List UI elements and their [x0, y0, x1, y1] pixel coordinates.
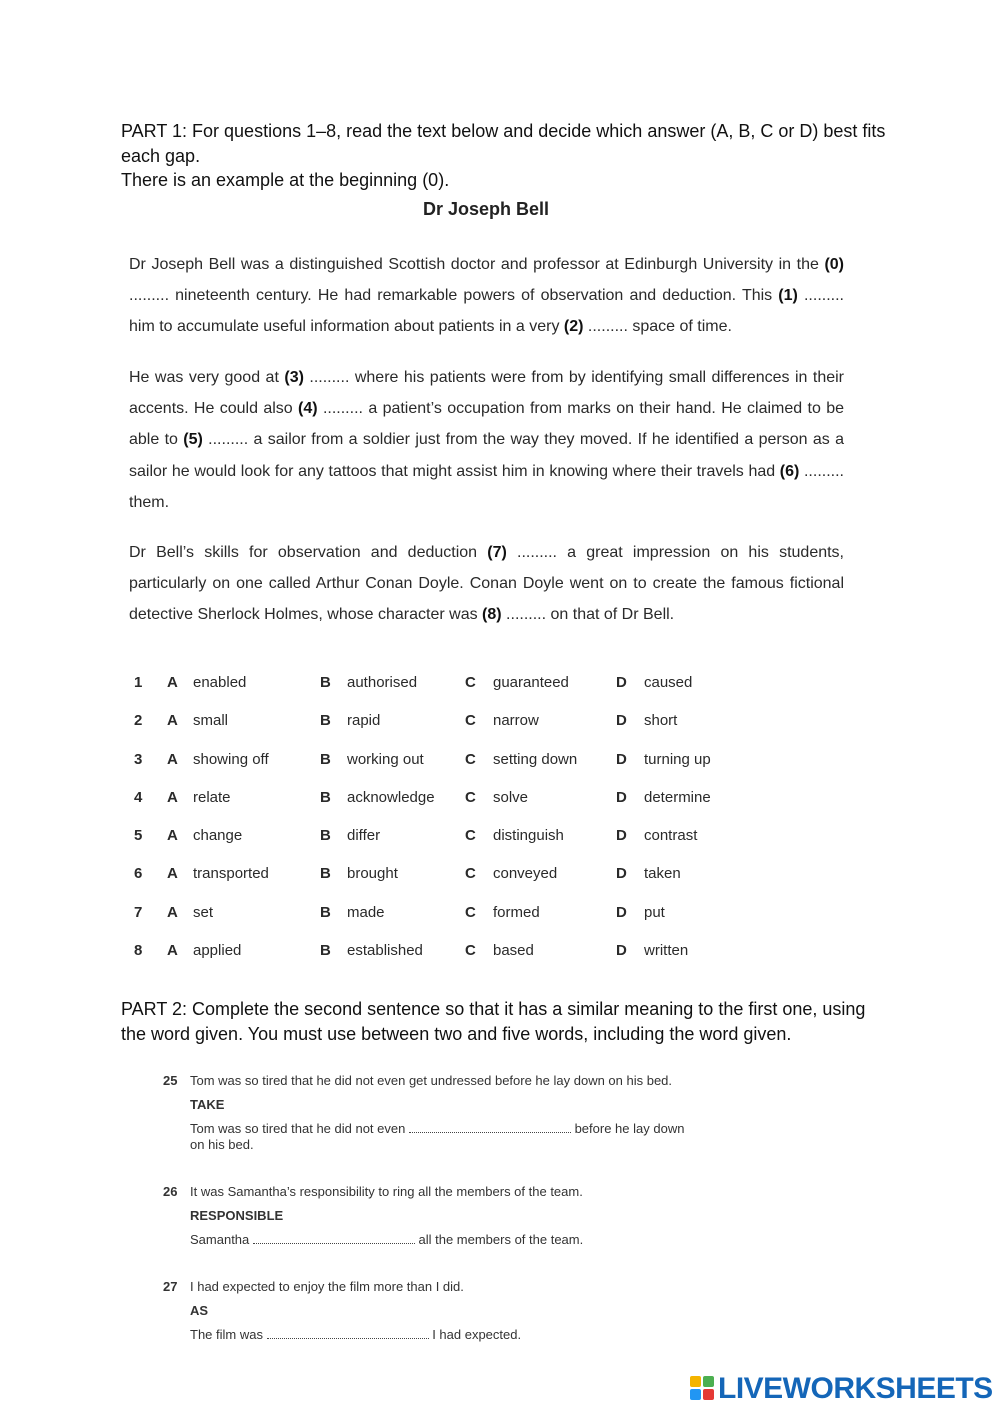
- question-number: 2: [134, 712, 143, 730]
- gap-8: (8): [482, 606, 502, 624]
- option-letter-d: D: [616, 942, 627, 960]
- question-number: 1: [134, 674, 143, 691]
- option-letter-a: A: [167, 674, 178, 691]
- option-b[interactable]: working out: [347, 750, 424, 768]
- question-sentence: Tom was so tired that he did not even get undressed before he lay down on his bed.: [190, 1073, 673, 1088]
- option-letter-a: A: [167, 903, 178, 921]
- question-number: 27: [163, 1279, 178, 1294]
- question-sentence: I had expected to enjoy the film more than I did.: [190, 1279, 464, 1294]
- option-c[interactable]: guaranteed: [493, 674, 569, 691]
- option-letter-c: C: [465, 750, 476, 768]
- question-number: 25: [163, 1073, 178, 1088]
- option-d[interactable]: taken: [644, 865, 681, 883]
- question-number: 26: [163, 1184, 178, 1199]
- option-letter-a: A: [167, 712, 178, 730]
- option-letter-c: C: [465, 903, 476, 921]
- option-c[interactable]: narrow: [493, 712, 539, 730]
- option-letter-b: B: [320, 750, 331, 768]
- option-c[interactable]: solve: [493, 788, 529, 806]
- option-d[interactable]: caused: [644, 674, 693, 691]
- option-c[interactable]: based: [493, 942, 534, 960]
- option-letter-c: C: [465, 942, 476, 960]
- option-letter-b: B: [320, 865, 331, 883]
- option-b[interactable]: authorised: [347, 674, 418, 691]
- question-number: 6: [134, 865, 143, 883]
- option-a[interactable]: small: [193, 712, 229, 730]
- option-c[interactable]: formed: [493, 903, 540, 921]
- gap-0: (0): [824, 256, 844, 273]
- part2-instructions: PART 2: Complete the second sentence so that it has a similar meaning to the first one, using the word given. You must use between two and five words, including the word given.: [121, 999, 866, 1044]
- gap-1: (1): [778, 287, 798, 305]
- option-letter-b: B: [320, 712, 331, 730]
- question-number: 4: [134, 788, 143, 806]
- option-b[interactable]: brought: [347, 865, 398, 883]
- answer-sentence: Tom was so tired that he did not even before he lay down on his bed.: [190, 1121, 685, 1152]
- option-letter-d: D: [616, 674, 627, 691]
- option-letter-d: D: [616, 750, 627, 768]
- question-number: 7: [134, 903, 143, 921]
- option-letter-a: A: [167, 788, 178, 806]
- gap-6: (6): [779, 462, 800, 480]
- gap-3: (3): [284, 369, 304, 386]
- option-letter-c: C: [465, 712, 476, 730]
- part1-instruction-line2: There is an example at the beginning (0).: [121, 170, 450, 190]
- option-d[interactable]: written: [644, 942, 689, 960]
- option-d[interactable]: determine: [644, 788, 711, 806]
- option-letter-a: A: [167, 827, 178, 845]
- option-a[interactable]: showing off: [193, 750, 269, 768]
- answer-blank[interactable]: [253, 1233, 415, 1244]
- option-b[interactable]: made: [347, 903, 385, 921]
- option-letter-d: D: [616, 903, 627, 921]
- option-letter-c: C: [465, 788, 476, 806]
- option-letter-d: D: [616, 827, 627, 845]
- option-a[interactable]: transported: [193, 865, 269, 883]
- reading-paragraph-3: Dr Bell’s skills for observation and deduction (7) ......... a great impression on his students, particularly on one called Arthur Conan Doyle. Conan Doyle went on to create the famous fictional detective Sherlock Holmes, whose character was (8) ......... on that of Dr Bell.: [129, 544, 845, 624]
- answer-sentence: The film was I had expected.: [190, 1327, 522, 1342]
- liveworksheets-logo-text: LIVEWORKSHEETS: [718, 1372, 993, 1405]
- option-b[interactable]: established: [347, 942, 423, 960]
- reading-paragraph-1: Dr Joseph Bell was a distinguished Scottish doctor and professor at Edinburgh University in the (0) ......... nineteenth century. He had remarkable powers of observation and deduction. This (1) ......... him to accumulate useful information about patients in a very (2) ......... space of time.: [129, 256, 844, 336]
- option-letter-b: B: [320, 674, 331, 691]
- option-d[interactable]: contrast: [644, 827, 698, 845]
- option-letter-c: C: [465, 674, 476, 691]
- question-number: 8: [134, 942, 143, 960]
- reading-paragraph-2: He was very good at (3) ......... where his patients were from by identifying small differences in their accents. He could also (4) ......... a patient’s occupation from marks on their hand. He claimed to be able to (5) ......... a sailor from a soldier just from the way they moved. If he identified a person as a sailor he would look for any tattoos that might assist him in knowing where their travels had (6) ......... them.: [129, 369, 845, 511]
- option-a[interactable]: enabled: [193, 674, 247, 691]
- option-d[interactable]: turning up: [644, 750, 711, 768]
- option-letter-a: A: [167, 942, 178, 960]
- gap-4: (4): [298, 400, 318, 418]
- option-letter-a: A: [167, 750, 178, 768]
- gap-5: (5): [183, 431, 203, 449]
- option-a[interactable]: applied: [193, 942, 242, 960]
- option-a[interactable]: set: [193, 903, 214, 921]
- option-letter-a: A: [167, 865, 178, 883]
- option-letter-d: D: [616, 712, 627, 730]
- option-letter-b: B: [320, 903, 331, 921]
- gap-2: (2): [563, 318, 584, 336]
- gap-7: (7): [487, 544, 507, 561]
- option-a[interactable]: change: [193, 827, 243, 845]
- question-sentence: It was Samantha’s responsibility to ring all the members of the team.: [190, 1184, 583, 1199]
- option-letter-b: B: [320, 788, 331, 806]
- option-b[interactable]: differ: [347, 827, 381, 845]
- question-number: 5: [134, 827, 143, 845]
- option-letter-b: B: [320, 827, 331, 845]
- option-b[interactable]: acknowledge: [347, 788, 435, 806]
- option-letter-c: C: [465, 865, 476, 883]
- answer-blank[interactable]: [409, 1122, 571, 1133]
- option-c[interactable]: distinguish: [493, 827, 564, 845]
- option-d[interactable]: short: [644, 712, 678, 730]
- option-letter-b: B: [320, 942, 331, 960]
- keyword: TAKE: [190, 1097, 225, 1112]
- option-c[interactable]: conveyed: [493, 865, 558, 883]
- liveworksheets-logo[interactable]: [690, 1372, 993, 1406]
- option-letter-d: D: [616, 788, 627, 806]
- question-number: 3: [134, 750, 143, 768]
- part1-instruction-line1: PART 1: For questions 1–8, read the text below and decide which answer (A, B, C or D) best fits each gap.: [121, 121, 886, 166]
- answer-blank[interactable]: [267, 1328, 429, 1339]
- liveworksheets-logo-icon: [690, 1376, 716, 1402]
- keyword: AS: [190, 1303, 209, 1318]
- option-c[interactable]: setting down: [493, 750, 578, 768]
- part1-instructions: [121, 119, 891, 193]
- reading-title: Dr Joseph Bell: [422, 199, 550, 219]
- option-b[interactable]: rapid: [347, 712, 381, 730]
- keyword: RESPONSIBLE: [190, 1208, 284, 1223]
- option-d[interactable]: put: [644, 903, 665, 921]
- option-a[interactable]: relate: [193, 788, 231, 806]
- answer-sentence: Samantha all the members of the team.: [190, 1232, 584, 1247]
- option-letter-d: D: [616, 865, 627, 883]
- option-letter-c: C: [465, 827, 476, 845]
